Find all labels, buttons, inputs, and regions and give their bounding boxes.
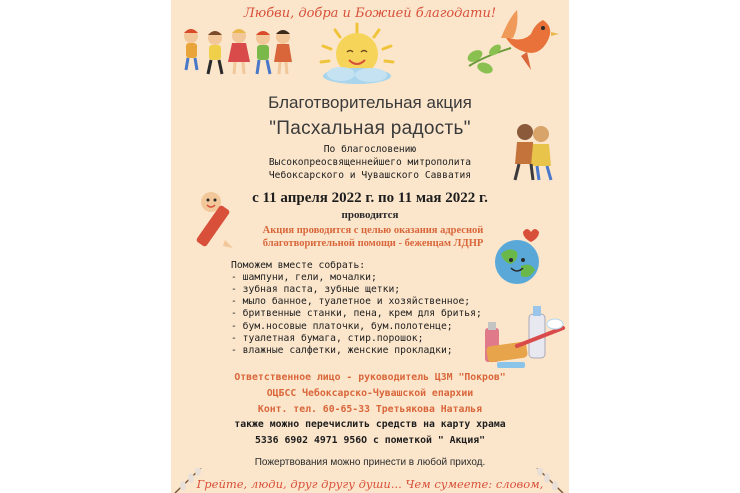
responsible-line-3: Конт. тел. 60-65-33 Третьякова Наталья xyxy=(257,404,483,415)
child-2 xyxy=(208,31,222,74)
responsible-line-1: Ответственное лицо - руководитель ЦЗМ "Покров" xyxy=(234,372,506,383)
title-line-1: Благотворительная акция xyxy=(268,93,472,112)
card-line-2: 5336 6902 4971 956О с пометкой " Акция" xyxy=(254,435,486,446)
children-illustration xyxy=(177,24,293,82)
card-line-1: также можно перечислить средств на карту храма xyxy=(234,419,506,430)
motto-text: Любви, добра и Божией благодати! xyxy=(243,6,497,21)
collect-item: - шампуни, гели, мочалки; xyxy=(231,272,377,283)
footer-quote: Грейте, люди, друг другу души... Чем сумеете: словом, xyxy=(196,477,544,491)
donations-text: Пожертвования можно принести в любой приход. xyxy=(254,457,486,468)
title-line-2: "Пасхальная радость" xyxy=(269,118,471,139)
child-3 xyxy=(228,29,250,74)
aim-line-1: Акция проводится с целью оказания адресной xyxy=(262,225,484,236)
dates-text: с 11 апреля 2022 г. по 11 мая 2022 г. xyxy=(252,190,488,206)
blessing-line-3: Чебоксарского и Чувашского Савватия xyxy=(268,170,472,181)
dove-illustration xyxy=(455,8,567,94)
child-5 xyxy=(274,30,292,74)
collect-heading: Поможем вместе собрать: xyxy=(231,260,366,271)
poster xyxy=(171,0,569,493)
blessing-line-1: По благословению xyxy=(323,144,417,155)
collect-item: - мыло банное, туалетное и хозяйственное; xyxy=(231,296,471,307)
blessing-line-2: Высокопреосвященнейшего митрополита xyxy=(268,157,472,168)
collect-item: - влажные салфетки, женские прокладки; xyxy=(231,345,453,356)
collect-item: - туалетная бумага, стир.порошок; xyxy=(231,333,424,344)
pencil-character-illustration xyxy=(193,190,245,252)
collect-item: - бум.носовые платочки, бум.полотенце; xyxy=(231,321,453,332)
toiletries-illustration xyxy=(477,298,567,370)
child-1 xyxy=(184,29,198,70)
collect-item: - бритвенные станки, пена, крем для бритья; xyxy=(231,308,482,319)
earth-illustration xyxy=(489,226,549,292)
conducted-text: проводится xyxy=(341,209,399,221)
responsible-line-2: ОЦБСС Чебоксарско-Чувашской епархии xyxy=(266,388,474,399)
child-4 xyxy=(256,31,270,74)
aim-line-2: благотворительной помощи - беженцам ЛДНР xyxy=(262,238,484,249)
sun-illustration xyxy=(311,22,403,86)
collect-item: - зубная паста, зубные щетки; xyxy=(231,284,401,295)
